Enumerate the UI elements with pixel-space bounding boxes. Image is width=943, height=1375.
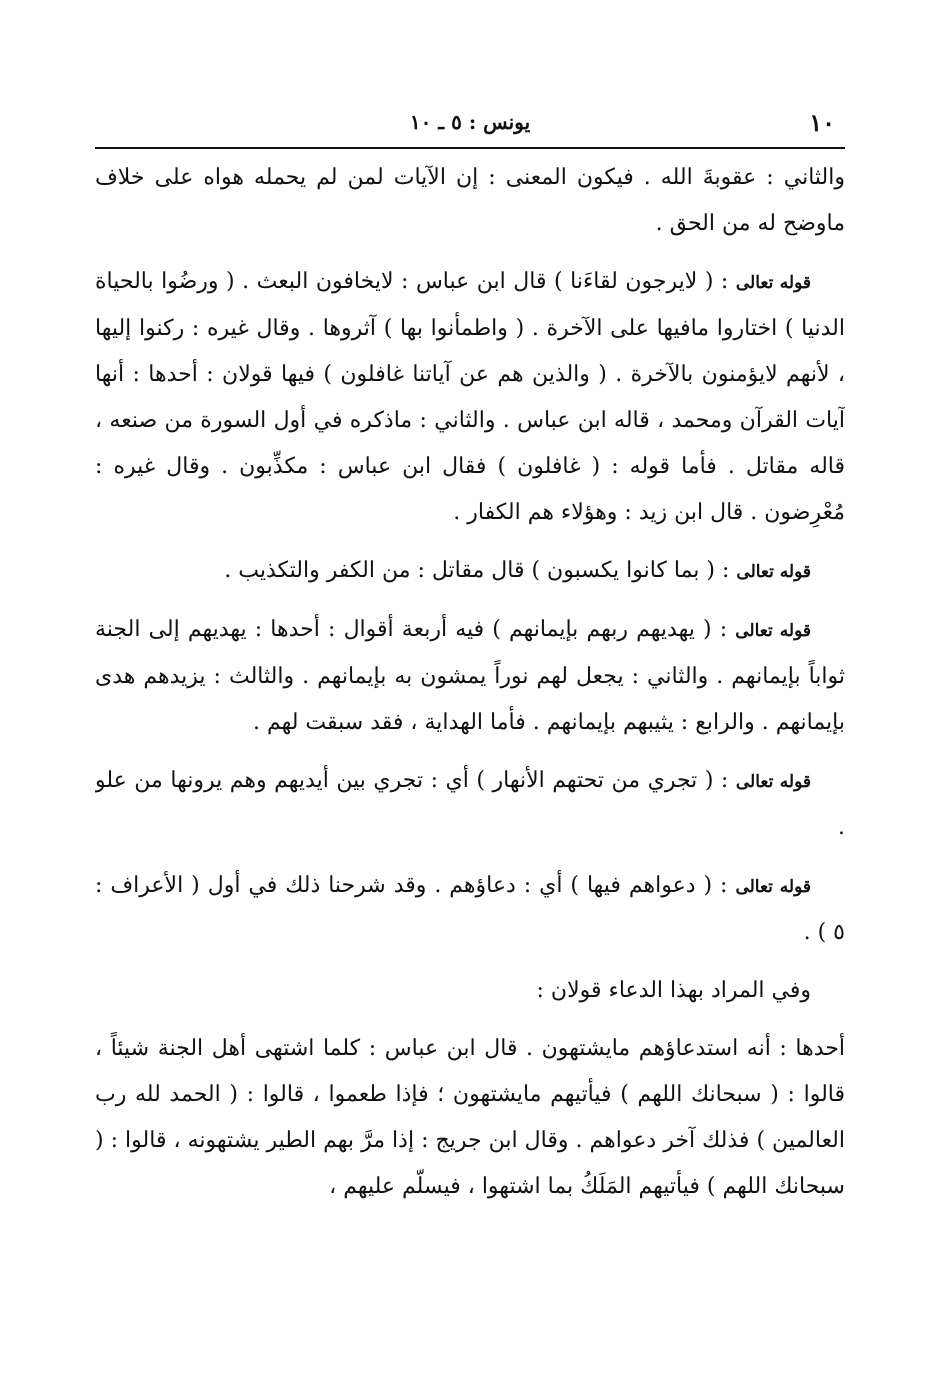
running-title: يونس : ٥ ـ ١٠ [409, 110, 531, 134]
page-number: ١٠ [809, 108, 835, 137]
paragraph-text: : ( تجري من تحتهم الأنهار ) أي : تجري بين أيديهم وهم يرونها من علو . [95, 768, 845, 840]
paragraph [95, 1026, 845, 1210]
paragraph [95, 758, 845, 851]
paragraph-lead: قوله تعالى [736, 562, 811, 582]
paragraph-lead: قوله تعالى [735, 772, 811, 792]
paragraph-text: والثاني : عقوبةَ الله . فيكون المعنى : إن الآيات لمن لم يحمله هواه على خلاف ماوضح له من الحق . [95, 165, 845, 236]
paragraph-lead: قوله تعالى [735, 273, 811, 293]
paragraph-text: : ( دعواهم فيها ) أي : دعاؤهم . وقد شرحنا ذلك في أول ( الأعراف : ٥ ) . [95, 873, 845, 945]
paragraph-text: : ( يهديهم ربهم بإيمانهم ) فيه أربعة أقوال : أحدها : يهديهم إلى الجنة ثواباً بإيمانهم . والثاني : يجعل لهم نوراً يمشون به بإيمانهم . والثالث : يزيدهم هدى بإيمانهم . والرابع : يثيبهم بإيمانهم . فأما الهداية ، فقد سبقت لهم . [95, 617, 845, 735]
paragraph-text: وفي المراد بهذا الدعاء قولان : [536, 978, 811, 1003]
paragraph [95, 863, 845, 956]
paragraph-text: : ( لايرجون لقاءَنا ) قال ابن عباس : لايخافون البعث . ( ورضُوا بالحياة الدنيا ) اختاروا مافيها على الآخرة . ( واطمأنوا بها ) آثروها . وقال غيره : ركنوا إليها ، لأنهم لايؤمنون بالآخرة . ( والذين هم عن آياتنا غافلون ) فيها قولان : أحدها : أنها آيات القرآن ومحمد ، قاله ابن عباس . والثاني : ماذكره في أول السورة من صنعه ، قاله مقاتل . فأما قوله : ( غافلون ) فقال ابن عباس : مكذِّبون . وقال غيره : مُعْرِضون . قال ابن زيد : وهؤلاء هم الكفار . [95, 269, 845, 525]
body-text [95, 155, 845, 1370]
header-rule [95, 147, 845, 149]
paragraph-lead: قوله تعالى [735, 877, 811, 897]
paragraph [95, 968, 845, 1014]
paragraph [95, 155, 845, 247]
paragraph-text: أحدها : أنه استدعاؤهم مايشتهون . قال ابن عباس : كلما اشتهى أهل الجنة شيئاً ، قالوا : ( سبحانك اللهم ) فيأتيهم مايشتهون ؛ فإذا طعموا ، قالوا : ( الحمد لله رب العالمين ) فذلك آخر دعواهم . وقال ابن جريج : إذا مرَّ بهم الطير يشتهونه ، قالوا : ( سبحانك اللهم ) فيأتيهم المَلَكُ بما اشتهوا ، فيسلّم عليهم ، [95, 1036, 845, 1199]
page-header [95, 104, 845, 142]
paragraph-text: : ( بما كانوا يكسبون ) قال مقاتل : من الكفر والتكذيب . [224, 558, 737, 583]
paragraph-lead: قوله تعالى [735, 621, 811, 641]
paragraph [95, 548, 845, 595]
paragraph [95, 607, 845, 746]
paragraph [95, 259, 845, 536]
